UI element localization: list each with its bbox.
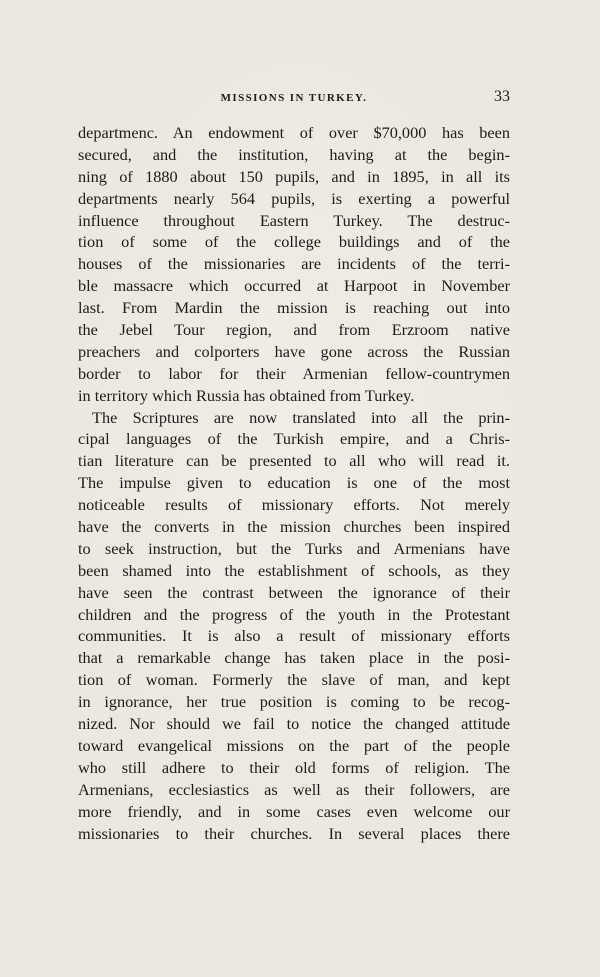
text-line: in ignorance, her true position is coming to be recog-	[78, 692, 510, 712]
paragraph-start-line: The Scriptures are now translated into all the prin-	[92, 407, 510, 427]
text-line: nized. Nor should we fail to notice the changed attitude	[78, 714, 510, 734]
text-line: ning of 1880 about 150 pupils, and in 1895, in all its	[78, 166, 510, 186]
text-line: who still adhere to their old forms of religion. The	[78, 757, 510, 777]
text-line: been shamed into the establishment of schools, as they	[78, 560, 510, 580]
text-line: border to labor for their Armenian fellow-countrymen	[78, 363, 510, 383]
text-line: tian literature can be presented to all who will read it.	[78, 451, 510, 471]
text-line: toward evangelical missions on the part of the people	[78, 735, 510, 755]
text-line: cipal languages of the Turkish empire, and a Chris-	[78, 429, 510, 449]
text-line: that a remarkable change has taken place in the posi-	[78, 648, 510, 668]
body-text	[78, 122, 510, 844]
text-line: communities. It is also a result of missionary efforts	[78, 626, 510, 646]
text-line: last. From Mardin the mission is reaching out into	[78, 298, 510, 318]
text-line: have the converts in the mission churches been inspired	[78, 517, 510, 537]
text-line: the Jebel Tour region, and from Erzroom native	[78, 320, 510, 340]
text-line: influence throughout Eastern Turkey. The destruc-	[78, 210, 510, 230]
text-line: The impulse given to education is one of the most	[78, 473, 510, 493]
text-line: houses of the missionaries are incidents of the terri-	[78, 254, 510, 274]
running-title: MISSIONS IN TURKEY.	[220, 92, 368, 104]
text-line: more friendly, and in some cases even welcome our	[78, 801, 510, 821]
text-line: noticeable results of missionary efforts. Not merely	[78, 495, 510, 515]
text-line: to seek instruction, but the Turks and Armenians have	[78, 538, 510, 558]
text-line: Armenians, ecclesiastics as well as their followers, are	[78, 779, 510, 799]
running-head	[78, 90, 510, 108]
text-line: secured, and the institution, having at the begin-	[78, 144, 510, 164]
text-line: ble massacre which occurred at Harpoot in November	[78, 276, 510, 296]
text-line: children and the progress of the youth in the Protestant	[78, 604, 510, 624]
text-line: tion of some of the college buildings and of the	[78, 232, 510, 252]
page-number: 33	[494, 88, 510, 105]
text-line: missionaries to their churches. In several places there	[78, 823, 510, 843]
text-line: departments nearly 564 pupils, is exerting a powerful	[78, 188, 510, 208]
text-line: preachers and colporters have gone across the Russian	[78, 341, 510, 361]
paragraph-end-line: in territory which Russia has obtained from Turkey.	[78, 385, 415, 405]
text-line: departmenc. An endowment of over $70,000 has been	[78, 123, 510, 142]
text-line: tion of woman. Formerly the slave of man, and kept	[78, 670, 510, 690]
text-line: have seen the contrast between the ignorance of their	[78, 582, 510, 602]
